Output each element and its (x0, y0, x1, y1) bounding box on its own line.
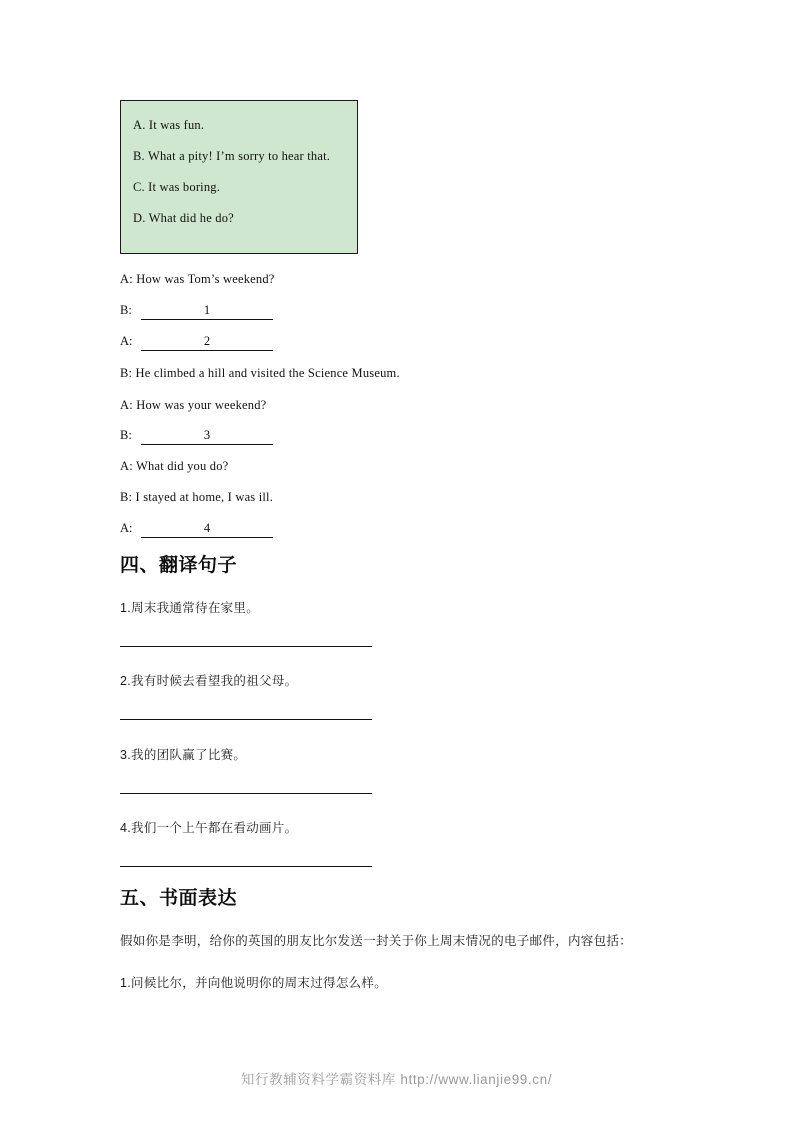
section-heading-four: 四、翻译句子 (120, 555, 238, 576)
dialogue-speaker: A: (120, 521, 133, 535)
dialogue-line: B: I stayed at home, I was ill. (120, 490, 274, 504)
writing-prompt: 假如你是李明，给你的英国的朋友比尔发送一封关于你上周末情况的电子邮件，内容包括： (120, 934, 633, 948)
dialogue-line: B: He climbed a hill and visited the Science Museum. (120, 366, 400, 380)
dialogue-blank-number: 1 (203, 303, 211, 317)
translation-item-1: 1.周末我通常待在家里。 (120, 601, 260, 615)
dialogue-line: A: How was Tom’s weekend? (120, 272, 275, 286)
dialogue-speaker: A: (120, 334, 133, 348)
options-box (120, 100, 358, 254)
option-item-b: B. What a pity! I’m sorry to hear that. (133, 149, 331, 163)
dialogue-blank-1[interactable] (141, 303, 273, 320)
translation-answer-line-3[interactable] (120, 793, 372, 794)
translation-item-3: 3.我的团队赢了比赛。 (120, 748, 247, 762)
dialogue-blank-3[interactable] (141, 428, 273, 445)
footer-watermark: 知行教辅资料学霸资料库 http://www.lianjie99.cn/ (240, 1072, 553, 1087)
dialogue-blank-number: 3 (203, 428, 211, 442)
translation-answer-line-4[interactable] (120, 866, 372, 867)
translation-answer-line-2[interactable] (120, 719, 372, 720)
option-item-d: D. What did he do? (133, 211, 234, 225)
option-item-c: C. It was boring. (133, 180, 221, 194)
dialogue-speaker: B: (120, 303, 132, 317)
option-item-a: A. It was fun. (133, 118, 205, 132)
dialogue-line: A: How was your weekend? (120, 398, 267, 412)
translation-item-4: 4.我们一个上午都在看动画片。 (120, 821, 298, 835)
section-heading-five: 五、书面表达 (120, 888, 238, 909)
writing-requirement-1: 1.问候比尔，并向他说明你的周末过得怎么样。 (120, 976, 388, 990)
dialogue-blank-2[interactable] (141, 334, 273, 351)
translation-item-2: 2.我有时候去看望我的祖父母。 (120, 674, 298, 688)
dialogue-blank-4[interactable] (141, 521, 273, 538)
dialogue-line: A: What did you do? (120, 459, 229, 473)
translation-answer-line-1[interactable] (120, 646, 372, 647)
dialogue-speaker: B: (120, 428, 132, 442)
dialogue-blank-number: 4 (203, 521, 211, 535)
dialogue-blank-number: 2 (203, 334, 211, 348)
